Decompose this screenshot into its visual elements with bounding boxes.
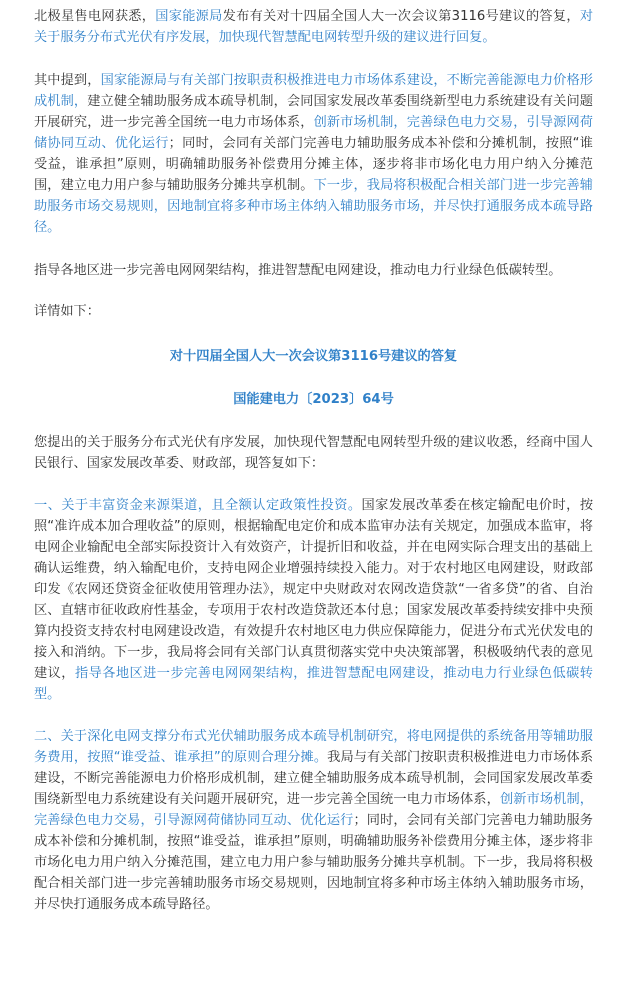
intro-paragraph	[34, 6, 593, 48]
document-number: 国能建电力〔2023〕64号	[233, 392, 394, 407]
highlighted-text: 下一步，我局将积极配合相关部门进一步完善辅助服务市场交易规则，因地制宜将多种市场主体纳入辅助服务市场，并尽快打通服务成本疏导路径。	[34, 178, 593, 235]
details-label: 详情如下：	[34, 304, 100, 319]
highlighted-text: 创新市场机制，完善绿色电力交易，引导源网荷储协同互动、优化运行	[34, 115, 593, 151]
body-text: ；同时，会同有关部门完善电力辅助服务成本补偿和分摊机制，按照“谁受益，谁承担”原则，明确辅助服务补偿费用分摊主体，逐步将非市场化电力用户纳入分摊范围，建立电力用户参与辅助服务分摊共享机制。下一步，我局将积极配合相关部门进一步完善辅助服务市场交易规则，因地制宜将多种市场主体纳入辅助服务市场，并尽快打通服务成本疏导路径。	[34, 813, 593, 912]
highlighted-text: 国家能源局与有关部门按职责积极推进电力市场体系建设，不断完善能源电力价格形成机制，	[34, 73, 593, 109]
summary-paragraph	[34, 70, 593, 238]
section-2-paragraph	[34, 726, 593, 915]
highlighted-text: 指导各地区进一步完善电网网架结构，推进智慧配电网建设，推动电力行业绿色低碳转型。	[34, 666, 593, 702]
highlighted-text: 二、关于深化电网支撑分布式光伏辅助服务成本疏导机制研究，将电网提供的系统备用等辅助服务费用，按照“谁受益、谁承担”的原则合理分摊。	[34, 729, 593, 765]
section-1-paragraph	[34, 495, 593, 705]
body-text: 北极星售电网获悉，	[34, 9, 156, 24]
body-text: 我局与有关部门按职责积极推进电力市场体系建设，不断完善能源电力价格形成机制，建立健全辅助服务成本疏导机制，会同国家发展改革委围绕新型电力系统建设有关问题开展研究，进一步完善全国统一电力市场体系，	[34, 750, 594, 807]
body-text: ；同时，会同有关部门完善电力辅助服务成本补偿和分摊机制，按照“谁受益，谁承担”原则，明确辅助服务补偿费用分摊主体，逐步将非市场化电力用户纳入分摊范围，建立电力用户参与辅助服务分摊共享机制。	[34, 136, 593, 193]
body-text: 国家发展改革委在核定输配电价时，按照“准许成本加合理收益”的原则，根据输配电定价和成本监审办法有关规定，加强成本监审，将电网企业输配电全部实际投资计入有效资产，计提折旧和收益，并在电网实际合理支出的基础上确认运维费，纳入输配电价，支持电网企业增强持续投入能力。对于农村地区电网建设，财政部印发《农网还贷资金征收使用管理办法》，规定中央财政对农网改造贷款“一省多贷”的省、自治区、直辖市征收政府性基金，专项用于农村改造贷款还本付息；国家发展改革委持续安排中央预算内投资支持农村电网建设改造，有效提升农村地区电力供应保障能力，促进分布式光伏发电的接入和消纳。下一步，我局将会同有关部门认真贯彻落实党中央决策部署，积极吸纳代表的意见建议，	[34, 498, 594, 681]
body-text: 发布有关对十四届全国人大一次会议第3116号建议的答复，	[222, 9, 580, 24]
guide-paragraph: 指导各地区进一步完善电网网架结构，推进智慧配电网建设，推动电力行业绿色低碳转型。	[34, 263, 562, 278]
highlighted-text: 国家能源局	[155, 9, 223, 24]
opening-paragraph: 您提出的关于服务分布式光伏有序发展，加快现代智慧配电网转型升级的建议收悉，经商中国人民银行、国家发展改革委、财政部，现答复如下：	[34, 435, 593, 471]
body-text: 其中提到，	[34, 73, 101, 88]
highlighted-text: 创新市场机制，完善绿色电力交易，引导源网荷储协同互动、优化运行	[34, 792, 593, 828]
document-title: 对十四届全国人大一次会议第3116号建议的答复	[169, 349, 458, 364]
highlighted-text: 对关于服务分布式光伏有序发展，加快现代智慧配电网转型升级的建议进行回复。	[34, 9, 594, 45]
body-text: 建立健全辅助服务成本疏导机制，会同国家发展改革委围绕新型电力系统建设有关问题开展研究，进一步完善全国统一电力市场体系，	[34, 94, 593, 130]
highlighted-text: 一、关于丰富资金来源渠道，且全额认定政策性投资。	[34, 498, 362, 513]
